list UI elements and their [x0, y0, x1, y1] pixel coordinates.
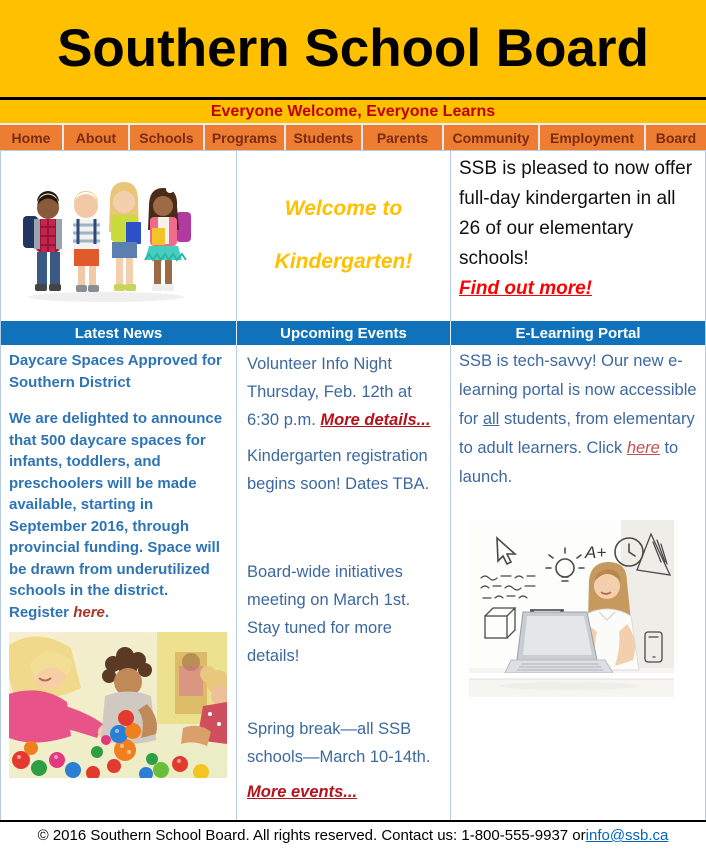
find-out-more-link[interactable]: Find out more! [459, 278, 592, 299]
nav-item-parents[interactable]: Parents [363, 125, 442, 150]
news-headline: Daycare Spaces Approved for Southern District [9, 352, 222, 391]
elearning-text-end: to launch. [459, 439, 679, 486]
event-kindergarten-registration: Kindergarten registration begins soon! Dates TBA. [247, 447, 430, 493]
elearning-photo [469, 520, 674, 697]
elearning-text [459, 347, 697, 492]
elearning-text-mid: students, from elementary to adult learners. Click [459, 410, 695, 457]
event-spring-break: Spring break—all SSB schools—March 10-14th. [247, 720, 431, 766]
nav-item-schools[interactable]: Schools [130, 125, 203, 150]
kids-with-backpacks-photo [10, 164, 202, 304]
nav-item-employment[interactable]: Employment [540, 125, 644, 150]
elearning-all-emphasis: all [482, 410, 500, 428]
welcome-cell [237, 151, 450, 321]
site-title: Southern School Board [57, 19, 649, 78]
nav-item-community[interactable]: Community [444, 125, 538, 150]
latest-news-column [1, 345, 236, 820]
launch-here-link[interactable]: here [626, 439, 660, 457]
footer-email-link[interactable]: info@ssb.ca [585, 827, 669, 844]
event-volunteer-night-text: Volunteer Info Night Thursday, Feb. 12th at 6:30 p.m. [247, 355, 412, 429]
nav-item-programs[interactable]: Programs [205, 125, 284, 150]
site-footer [0, 820, 706, 849]
event-board-meeting: Board-wide initiatives meeting on March 1st. Stay tuned for more details! [247, 563, 411, 665]
more-events-link[interactable]: More events... [247, 783, 358, 801]
announcement-cell [451, 151, 705, 321]
footer-text: © 2016 Southern School Board. All rights reserved. Contact us: 1-800-555-9937 or [37, 827, 586, 844]
tagline-bar [0, 100, 706, 125]
upcoming-events-header: Upcoming Events [237, 321, 450, 345]
welcome-line1: Welcome to [284, 197, 403, 220]
elearning-text-start: SSB is tech-savvy! Our new e-learning portal is now accessible for [459, 352, 697, 428]
site-header [0, 0, 706, 100]
news-body-period: . [104, 603, 110, 621]
elearning-column [451, 345, 705, 820]
event-volunteer-night [247, 350, 440, 434]
upcoming-events-column [237, 345, 450, 820]
announcement-text: SSB is pleased to now offer full-day kindergarten in all 26 of our elementary schools! [459, 158, 693, 269]
nav-item-home[interactable]: Home [0, 125, 62, 150]
news-body-text: We are delighted to announce that 500 daycare spaces for infants, toddlers, and preschoolers will be made available, starting in September 2016, through provincial funding. Space will be drawn from underutilized schools in the district. Register [9, 410, 223, 621]
news-body [9, 408, 228, 623]
daycare-photo [9, 632, 227, 778]
kids-photo-cell [1, 151, 236, 321]
a-plus-doodle: A+ [585, 543, 607, 562]
hero-row [0, 151, 706, 321]
section-bar [0, 321, 706, 345]
welcome-line2: Kindergarten! [274, 250, 413, 273]
nav-item-students[interactable]: Students [286, 125, 361, 150]
elearning-portal-header: E-Learning Portal [451, 321, 705, 345]
register-here-link[interactable]: here [73, 603, 105, 621]
main-nav [0, 125, 706, 151]
content-row [0, 345, 706, 820]
more-details-link[interactable]: More details... [320, 411, 431, 429]
tagline-text: Everyone Welcome, Everyone Learns [210, 102, 496, 120]
nav-item-about[interactable]: About [64, 125, 128, 150]
nav-item-board[interactable]: Board [646, 125, 706, 150]
latest-news-header: Latest News [1, 321, 236, 345]
